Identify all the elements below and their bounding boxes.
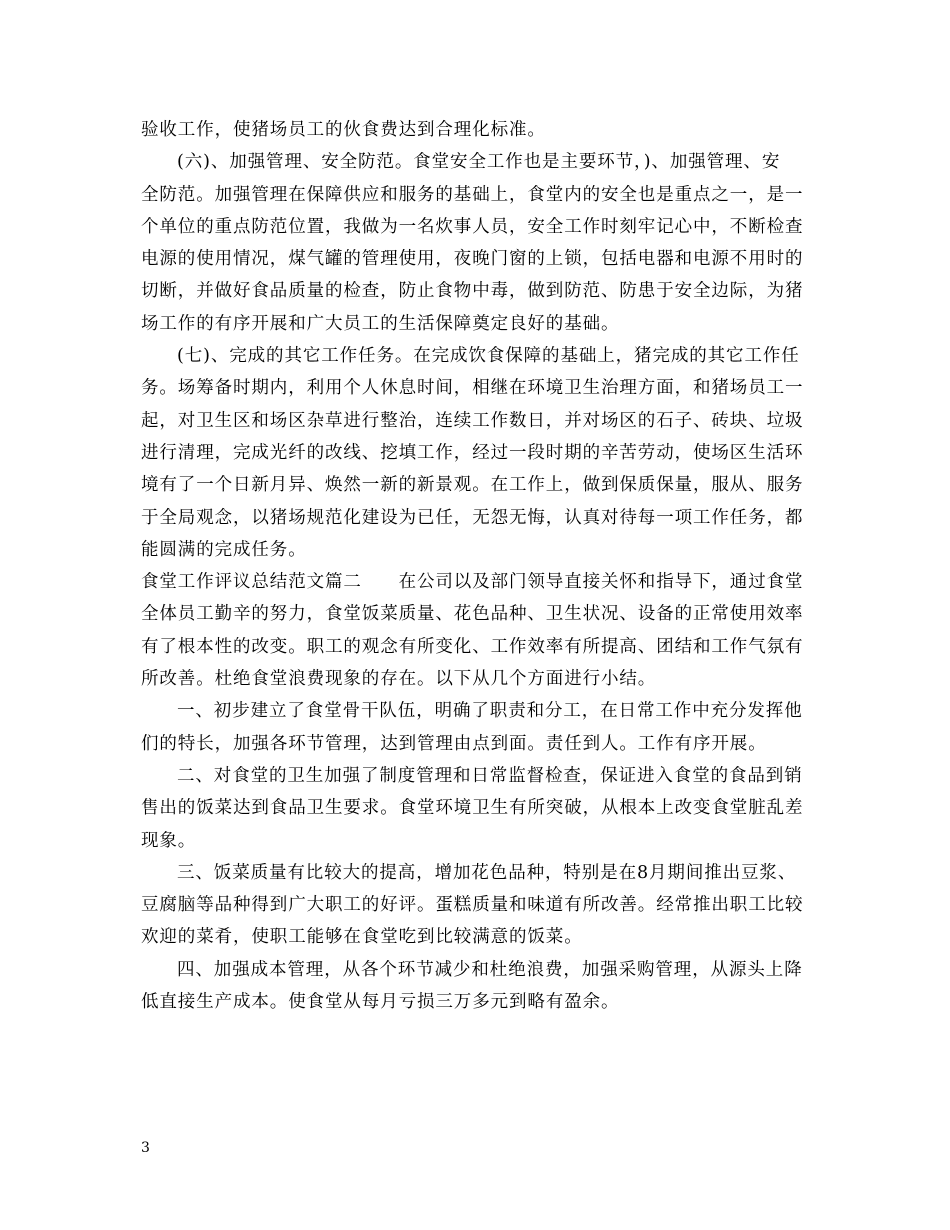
text-line: 验收工作，使猪场员工的伙食费达到合理化标准。: [141, 120, 546, 140]
text-line: (七)、完成的其它工作任务。在完成饮食保障的基础上，猪完成的其它工作任: [177, 346, 800, 367]
text-line: 食堂工作评议总结范文篇二 在公司以及部门领导直接关怀和指导下，通过食堂: [141, 572, 804, 593]
text-line: 豆腐脑等品种得到广大职工的好评。蛋糕质量和味道有所改善。经常推出职工比较: [141, 895, 804, 916]
text-line: 二、对食堂的卫生加强了制度管理和日常监督检查，保证进入食堂的食品到销: [177, 765, 803, 786]
text-line: 欢迎的菜肴，使职工能够在食堂吃到比较满意的饭菜。: [141, 927, 583, 948]
text-line: 低直接生产成本。使食堂从每月亏损三万多元到略有盈余。: [141, 992, 620, 1013]
text-line: 们的特长，加强各环节管理，达到管理由点到面。责任到人。工作有序开展。: [141, 733, 767, 754]
text-line: 售出的饭菜达到食品卫生要求。食堂环境卫生有所突破，从根本上改变食堂脏乱差: [141, 798, 804, 819]
text-line: 电源的使用情况，煤气罐的管理使用，夜晚门窗的上锁，包括电器和电源不用时的: [141, 249, 804, 270]
text-line: 于全局观念，以猪场规范化建设为已任，无怨无悔，认真对待每一项工作任务，都: [141, 507, 804, 528]
text-line: 起，对卫生区和场区杂草进行整治，连续工作数日，并对场区的石子、砖块、垃圾: [141, 410, 804, 431]
document-body: [141, 114, 811, 1018]
text-line: 全体员工勤辛的努力，食堂饭菜质量、花色品种、卫生状况、设备的正常使用效率: [141, 604, 804, 625]
text-line: 四、加强成本管理，从各个环节减少和杜绝浪费，加强采购管理，从源头上降: [177, 959, 803, 980]
text-line: 务。场筹备时期内，利用个人休息时间，相继在环境卫生治理方面，和猪场员工一: [141, 378, 804, 399]
text-line: 有了根本性的改变。职工的观念有所变化、工作效率有所提高、团结和工作气氛有: [141, 636, 804, 657]
text-line: 进行清理，完成光纤的改线、挖填工作，经过一段时期的辛苦劳动，使场区生活环: [141, 442, 804, 463]
text-line: 三、饭菜质量有比较大的提高，增加花色品种，特别是在8月期间推出豆浆、: [177, 862, 797, 883]
text-line: 所改善。杜绝食堂浪费现象的存在。以下从几个方面进行小结。: [141, 669, 657, 690]
text-line: 个单位的重点防范位置，我做为一名炊事人员，安全工作时刻牢记心中，不断检查: [141, 216, 804, 237]
text-line: 全防范。加强管理在保障供应和服务的基础上，食堂内的安全也是重点之一，是一: [141, 184, 804, 205]
text-line: 一、初步建立了食堂骨干队伍，明确了职责和分工，在日常工作中充分发挥他: [177, 701, 803, 722]
text-line: (六)、加强管理、安全防范。食堂安全工作也是主要环节，)、加强管理、安: [177, 152, 781, 173]
page-number: 3: [141, 1140, 150, 1156]
text-line: 现象。: [141, 830, 197, 851]
text-line: 能圆满的完成任务。: [141, 539, 307, 560]
text-line: 切断，并做好食品质量的检查，防止食物中毒，做到防范、防患于安全边际，为猪: [141, 281, 804, 302]
text-line: 场工作的有序开展和广大员工的生活保障奠定良好的基础。: [141, 313, 620, 334]
text-line: 境有了一个日新月异、焕然一新的新景观。在工作上，做到保质保量，服从、服务: [141, 475, 804, 496]
